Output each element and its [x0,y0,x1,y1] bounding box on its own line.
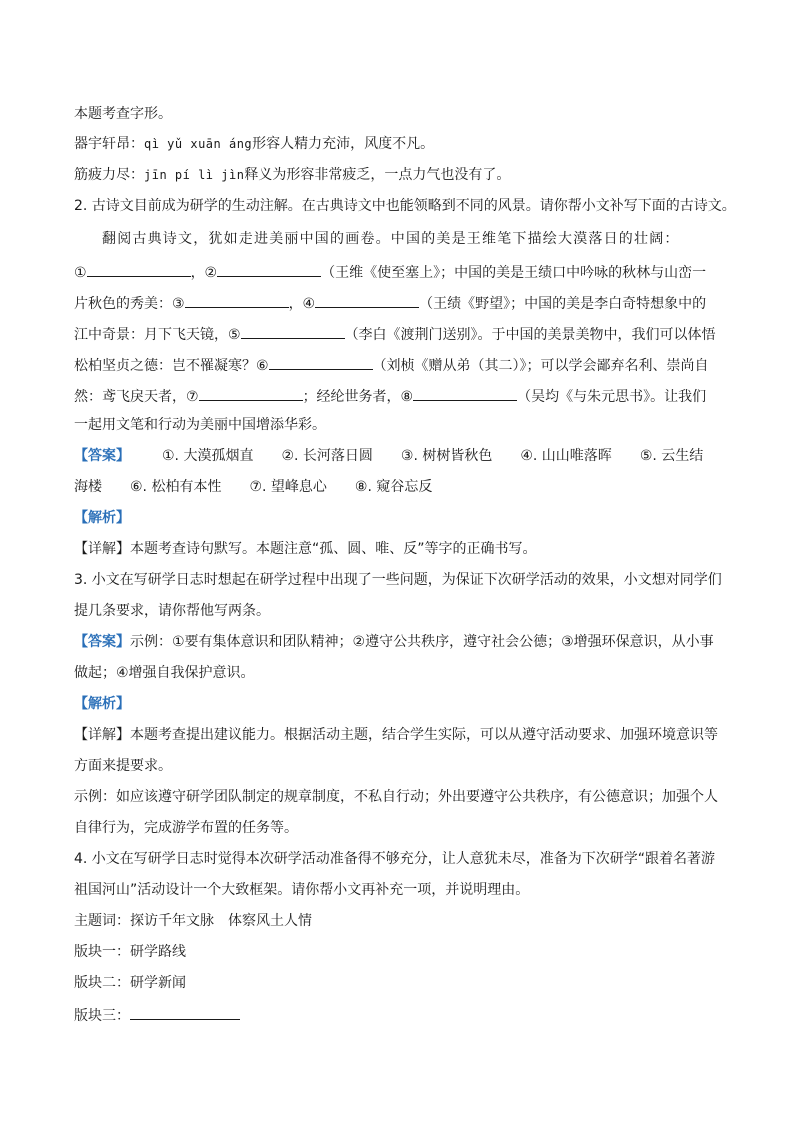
q4-prompt-line-2: 祖国河山”活动设计一个大致框架。请你帮小文再补充一项，并说明理由。 [74,882,530,898]
blank-number: ，② [190,265,218,281]
q3-prompt-line-1: 3. 小文在写研学日志时想起在研学过程中出现了一些问题，为保证下次研学活动的效果，小文想对同学们 [74,572,722,588]
q2-answer-line-1 [74,446,703,466]
answer-item: ①. 大漠孤烟直 [162,448,254,464]
passage-text: （吴均《与朱元思书》。让我们 [517,389,707,405]
term-definition: 释义为形容非常疲乏，一点力气也没有了。 [244,167,511,183]
passage-text: （王绩《野望》；中国的美是李白奇特想象中的 [419,296,707,312]
fill-blank-5[interactable] [241,323,345,339]
answer-item: ⑧. 窥谷忘反 [354,479,433,495]
passage-text: （王维《使至塞上》；中国的美是王绩口中吟咏的秋林与山峦一 [321,265,707,281]
q3-detail-line-1: 【详解】本题考查提出建议能力。根据活动主题，结合学生实际，可以从遵守活动要求、加强环境意识等 [74,727,718,743]
pinyin: jīn pí lì jìn [144,168,245,182]
q2-analysis-tag: 【解析】 [74,510,130,526]
answer-item: ④. 山山唯落晖 [520,448,612,464]
q1-analysis-line: 本题考查字形。 [74,106,172,122]
answer-text: 示例：①要有集体意识和团队精神；②遵守公共秩序，遵守社会公德；③增强环保意识，从小事 [130,634,714,650]
q2-passage-line-1: 翻阅古典诗文，犹如走进美丽中国的画卷。中国的美是王维笔下描绘大漠落日的壮阔： [102,231,680,247]
fill-blank-2[interactable] [217,261,321,277]
answer-item: ⑦. 望峰息心 [249,479,327,495]
q4-block-2: 版块二：研学新闻 [74,975,186,991]
q2-passage-line-3 [74,292,706,314]
q3-prompt-line-2: 提几条要求，请你帮他写两条。 [74,603,270,619]
q1-word-explanation-1 [74,134,434,154]
fill-blank-8[interactable] [413,385,517,401]
q4-theme: 主题词：探访千年文脉 体察风土人情 [74,913,312,929]
blank-number: ，④ [288,296,316,312]
answer-item: ②. 长河落日圆 [281,448,373,464]
term-definition: 形容人精力充沛，风度不凡。 [252,136,435,152]
q4-block-3 [74,1004,240,1026]
passage-text: （李白《渡荆门送别》。于中国的美景美物中，我们可以体悟 [344,327,716,343]
passage-text: 松柏坚贞之德：岂不罹凝寒？⑥ [74,358,269,374]
fill-blank-3[interactable] [185,292,289,308]
q4-prompt-line-1: 4. 小文在写研学日志时觉得本次研学活动准备得不够充分，让人意犹未尽，准备为下次研学“跟着名著游 [74,851,716,867]
q3-answer-line-2: 做起；④增强自我保护意识。 [74,665,255,681]
q3-answer-line-1 [74,632,714,652]
fill-blank-7[interactable] [199,385,303,401]
q2-passage-line-2 [74,261,706,283]
fill-blank-block3[interactable] [130,1004,240,1020]
answer-item: ③. 树树皆秋色 [400,448,493,464]
q3-example-line-1: 示例：如应该遵守研学团队制定的规章制度，不私自行动；外出要遵守公共秩序，有公德意识；加强个人 [74,789,718,805]
fill-blank-1[interactable] [87,261,191,277]
q2-passage-line-6 [74,385,706,407]
q2-passage-line-5 [74,354,709,376]
q2-passage-line-7: 一起用文笔和行动为美丽中国增添华彩。 [74,417,326,433]
q2-passage-line-4 [74,323,716,345]
answer-item: ⑥. 松柏有本性 [130,479,222,495]
q3-detail-line-2: 方面来提要求。 [74,758,172,774]
answer-item: ⑤. 云生结 [639,448,704,464]
q2-prompt: 2. 古诗文目前成为研学的生动注解。在古典诗文中也能领略到不同的风景。请你帮小文补写下面的古诗文。 [74,198,736,214]
passage-text: 江中奇景：月下飞天镜，⑤ [74,327,241,343]
passage-text: ；经纶世务者，⑧ [302,389,414,405]
q4-block-1: 版块一：研学路线 [74,944,186,960]
fill-blank-4[interactable] [315,292,419,308]
passage-text: （刘桢《赠从弟（其二）》；可以学会鄙弃名利、崇尚自 [372,358,709,374]
term-label: 器宇轩昂： [74,136,144,152]
q1-word-explanation-2 [74,165,510,185]
answer-tag: 【答案】 [74,634,130,650]
passage-text: 然：鸢飞戾天者，⑦ [74,389,199,405]
block-label: 版块三： [74,1008,130,1024]
q3-example-line-2: 自律行为，完成游学布置的任务等。 [74,820,298,836]
q2-detail: 【详解】本题考查诗句默写。本题注意“孤、圆、唯、反”等字的正确书写。 [74,541,537,557]
fill-blank-6[interactable] [269,354,373,370]
term-label: 筋疲力尽： [74,167,144,183]
answer-tag: 【答案】 [74,448,130,464]
q3-analysis-tag: 【解析】 [74,696,130,712]
blank-number: ① [74,265,87,281]
q2-answer-line-2 [74,477,432,497]
answer-item-cont: 海楼 [74,479,102,495]
pinyin: qì yǔ xuān áng [144,137,253,151]
passage-text: 片秋色的秀美：③ [74,296,185,312]
